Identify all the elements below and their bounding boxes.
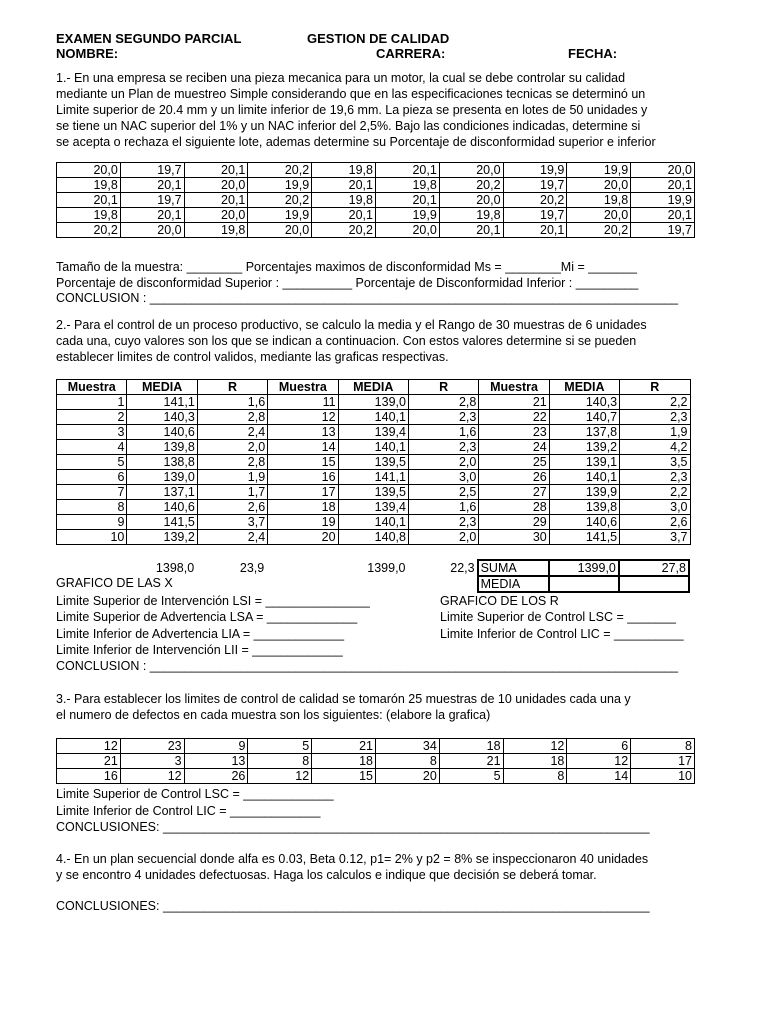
- table-cell: 20,2: [57, 223, 121, 238]
- exam-title: EXAMEN SEGUNDO PARCIAL: [56, 31, 242, 46]
- q2-sum-media-2: 1399,0: [367, 561, 406, 575]
- table-cell: 18: [439, 739, 503, 754]
- table-cell: 18: [503, 754, 567, 769]
- table-header-cell: Muestra: [57, 380, 127, 395]
- q3-statement: [56, 691, 631, 723]
- table-cell: 19,7: [120, 163, 184, 178]
- table-cell: 20: [375, 769, 439, 784]
- table-header-cell: R: [197, 380, 267, 395]
- table-row: [57, 470, 691, 485]
- table-cell: 20,0: [439, 193, 503, 208]
- table-row: [57, 440, 691, 455]
- table-cell: 23: [120, 739, 184, 754]
- table-cell: 20,1: [120, 178, 184, 193]
- table-cell: 8: [631, 739, 695, 754]
- table-cell: 140,6: [549, 515, 619, 530]
- date-label: FECHA:: [568, 46, 618, 61]
- table-cell: 20,0: [567, 208, 631, 223]
- table-header-cell: R: [408, 380, 478, 395]
- table-cell: 3,0: [620, 500, 690, 515]
- table-cell: 1,6: [408, 425, 478, 440]
- q2-x-chart-title: GRAFICO DE LAS X: [56, 576, 173, 590]
- table-cell: 4,2: [620, 440, 690, 455]
- table-cell: 20,1: [184, 163, 248, 178]
- table-cell: 1,7: [197, 485, 267, 500]
- table-cell: 10: [57, 530, 127, 545]
- table-cell: 2,4: [197, 530, 267, 545]
- table-cell: 140,1: [338, 440, 408, 455]
- table-cell: 19,8: [312, 163, 376, 178]
- table-cell: 19,8: [375, 178, 439, 193]
- table-cell: 19,7: [120, 193, 184, 208]
- q1-conclusion-line: CONCLUSION : ____________________________________________________________________________: [56, 291, 679, 305]
- q1-line: 1.- En una empresa se reciben una pieza mecanica para un motor, la cual se debe controlar su calidad: [56, 71, 626, 85]
- table-cell: 3,0: [408, 470, 478, 485]
- table-row: [57, 178, 695, 193]
- q2-r-chart-title: GRAFICO DE LOS R: [440, 594, 559, 608]
- table-cell: 2,8: [408, 395, 478, 410]
- table-cell: 20,0: [631, 163, 695, 178]
- table-cell: 20,1: [312, 208, 376, 223]
- table-cell: 2,0: [197, 440, 267, 455]
- q2-samples-table: [56, 379, 691, 545]
- q3-lsc-line: Limite Superior de Control LSC = _____________: [56, 787, 334, 801]
- table-row: [57, 163, 695, 178]
- table-cell: 5: [439, 769, 503, 784]
- table-cell: 21: [312, 739, 376, 754]
- table-cell: 12: [120, 769, 184, 784]
- table-cell: 15: [268, 455, 338, 470]
- table-cell: 137,1: [127, 485, 197, 500]
- q4-line: y se encontro 4 unidades defectuosas. Haga los calculos e indique que decisión se deberá tomar.: [56, 868, 597, 882]
- table-cell: 20,2: [503, 193, 567, 208]
- table-row: [57, 769, 695, 784]
- table-cell: 20,0: [120, 223, 184, 238]
- table-cell: 16: [57, 769, 121, 784]
- table-cell: 140,1: [338, 410, 408, 425]
- table-cell: 8: [248, 754, 312, 769]
- table-cell: 2: [57, 410, 127, 425]
- table-cell: 20,2: [439, 178, 503, 193]
- table-cell: 141,5: [127, 515, 197, 530]
- table-cell: 2,4: [197, 425, 267, 440]
- table-cell: 9: [184, 739, 248, 754]
- table-cell: 19,7: [503, 178, 567, 193]
- table-cell: 139,9: [549, 485, 619, 500]
- table-row: [57, 739, 695, 754]
- q2-sum-r-1: 23,9: [239, 561, 265, 575]
- q2-line: cada una, cuyo valores son los que se indican a continuacion. Con estos valores determine si se pueden: [56, 334, 637, 348]
- table-cell: 20,0: [184, 178, 248, 193]
- q3-line: 3.- Para establecer los limites de control de calidad se tomarón 25 muestras de 10 unidades cada una y: [56, 692, 631, 706]
- table-header-cell: Muestra: [268, 380, 338, 395]
- career-label: CARRERA:: [376, 46, 446, 61]
- q2-lsa-line: Limite Superior de Advertencia LSA = _____________: [56, 610, 358, 624]
- q2-sum-r-3: 27,8: [619, 560, 689, 576]
- table-cell: 140,6: [127, 500, 197, 515]
- table-cell: 19,9: [567, 163, 631, 178]
- table-cell: 19,8: [184, 223, 248, 238]
- table-cell: 1,6: [408, 500, 478, 515]
- table-row: [57, 455, 691, 470]
- name-label: NOMBRE:: [56, 46, 119, 61]
- table-cell: 20,1: [439, 223, 503, 238]
- q4-conclusion-line: CONCLUSIONES: ______________________________________________________________________: [56, 899, 650, 913]
- table-cell: 8: [503, 769, 567, 784]
- table-cell: 8: [57, 500, 127, 515]
- table-cell: 3: [120, 754, 184, 769]
- table-cell: 139,4: [338, 425, 408, 440]
- table-cell: 5: [248, 739, 312, 754]
- table-cell: 25: [479, 455, 549, 470]
- table-cell: 26: [184, 769, 248, 784]
- table-cell: 141,1: [127, 395, 197, 410]
- q2-lsi-line: Limite Superior de Intervención LSI = _______________: [56, 594, 370, 608]
- table-cell: 139,4: [338, 500, 408, 515]
- table-cell: 6: [57, 470, 127, 485]
- table-cell: 138,8: [127, 455, 197, 470]
- table-cell: 24: [479, 440, 549, 455]
- table-row: [57, 500, 691, 515]
- q1-disconformity-line: Porcentaje de disconformidad Superior : __________ Porcentaje de Disconformidad Inferior : _________: [56, 276, 639, 290]
- table-cell: 20,0: [184, 208, 248, 223]
- table-cell: 139,0: [127, 470, 197, 485]
- table-header-row: [57, 380, 691, 395]
- table-cell: 19: [268, 515, 338, 530]
- table-cell: 20,0: [248, 223, 312, 238]
- table-cell: 19,9: [631, 193, 695, 208]
- table-cell: 19,7: [631, 223, 695, 238]
- table-cell: 2,3: [408, 515, 478, 530]
- table-cell: 12: [57, 739, 121, 754]
- q2-lii-line: Limite Inferior de Intervención LII = _____________: [56, 643, 343, 657]
- table-cell: 141,1: [338, 470, 408, 485]
- table-cell: 2,6: [197, 500, 267, 515]
- table-cell: 20,2: [248, 163, 312, 178]
- table-cell: 20,0: [567, 178, 631, 193]
- table-cell: 139,8: [127, 440, 197, 455]
- table-cell: 26: [479, 470, 549, 485]
- q2-sum-media-3: 1399,0: [549, 560, 619, 576]
- table-cell: 28: [479, 500, 549, 515]
- table-cell: 140,3: [549, 395, 619, 410]
- table-cell: 12: [268, 410, 338, 425]
- table-cell: 6: [567, 739, 631, 754]
- q2-line: establecer limites de control validos, mediante las graficas respectivas.: [56, 350, 449, 364]
- table-cell: 19,8: [57, 208, 121, 223]
- table-cell: 137,8: [549, 425, 619, 440]
- table-cell: 7: [57, 485, 127, 500]
- table-cell: 20,1: [184, 193, 248, 208]
- table-row: [57, 395, 691, 410]
- table-cell: 139,5: [338, 455, 408, 470]
- q2-suma-label: SUMA: [478, 560, 549, 576]
- table-cell: 10: [631, 769, 695, 784]
- q2-lsc-line: Limite Superior de Control LSC = _______: [440, 610, 676, 624]
- table-cell: 2,3: [620, 470, 690, 485]
- table-cell: 20,1: [631, 208, 695, 223]
- table-cell: 18: [312, 754, 376, 769]
- table-cell: 3: [57, 425, 127, 440]
- table-cell: 20,1: [503, 223, 567, 238]
- q2-sum-media-1: 1398,0: [155, 561, 195, 575]
- table-cell: 3,5: [620, 455, 690, 470]
- table-cell: 139,5: [338, 485, 408, 500]
- table-cell: 15: [312, 769, 376, 784]
- table-header-cell: Muestra: [479, 380, 549, 395]
- table-cell: 29: [479, 515, 549, 530]
- table-cell: 19,8: [57, 178, 121, 193]
- table-cell: 3,7: [620, 530, 690, 545]
- table-cell: 140,1: [338, 515, 408, 530]
- table-cell: 20,1: [57, 193, 121, 208]
- table-cell: 139,2: [127, 530, 197, 545]
- table-cell: 2,3: [620, 410, 690, 425]
- q1-line: mediante un Plan de muestreo Simple considerando que en las especificaciones tecnicas se determinó un: [56, 87, 646, 101]
- table-cell: 19,9: [248, 208, 312, 223]
- table-cell: 2,2: [620, 485, 690, 500]
- table-cell: 20,1: [312, 178, 376, 193]
- table-cell: 11: [268, 395, 338, 410]
- table-cell: 20,2: [567, 223, 631, 238]
- table-cell: 2,3: [408, 440, 478, 455]
- table-cell: 20,1: [120, 208, 184, 223]
- table-row: [57, 208, 695, 223]
- table-cell: 20,1: [631, 178, 695, 193]
- q2-sum-r-2: 22,3: [450, 561, 475, 575]
- q1-line: se tiene un NAC superior del 1% y un NAC inferior del 2,5%. Bajo las condiciones indicadas, determine si: [56, 119, 641, 133]
- table-cell: 139,1: [549, 455, 619, 470]
- table-cell: 1,9: [197, 470, 267, 485]
- table-cell: 17: [631, 754, 695, 769]
- table-cell: 2,8: [197, 410, 267, 425]
- table-cell: 2,0: [408, 530, 478, 545]
- q2-r-mean-cell[interactable]: [619, 576, 689, 592]
- table-cell: 16: [268, 470, 338, 485]
- table-cell: 21: [479, 395, 549, 410]
- table-row: [57, 530, 691, 545]
- q2-media-label: MEDIA: [478, 576, 549, 592]
- table-cell: 19,8: [439, 208, 503, 223]
- table-cell: 20,1: [375, 193, 439, 208]
- table-cell: 13: [184, 754, 248, 769]
- table-cell: 8: [375, 754, 439, 769]
- table-cell: 20,0: [57, 163, 121, 178]
- q4-line: 4.- En un plan secuencial donde alfa es 0.03, Beta 0.12, p1= 2% y p2 = 8% se inspeccionaron 40 unidades: [56, 852, 649, 866]
- q1-line: Limite superior de 20.4 mm y un limite inferior de 19,6 mm. La pieza se presenta en lotes de 50 unidades y: [56, 103, 648, 117]
- table-cell: 30: [479, 530, 549, 545]
- table-cell: 140,3: [127, 410, 197, 425]
- table-cell: 14: [567, 769, 631, 784]
- table-cell: 5: [57, 455, 127, 470]
- table-cell: 19,7: [503, 208, 567, 223]
- table-cell: 13: [268, 425, 338, 440]
- table-cell: 17: [268, 485, 338, 500]
- table-cell: 34: [375, 739, 439, 754]
- table-cell: 14: [268, 440, 338, 455]
- table-cell: 3,7: [197, 515, 267, 530]
- table-cell: 2,8: [197, 455, 267, 470]
- table-row: [57, 425, 691, 440]
- table-cell: 12: [567, 754, 631, 769]
- table-header-cell: MEDIA: [549, 380, 619, 395]
- table-cell: 12: [248, 769, 312, 784]
- table-cell: 1,9: [620, 425, 690, 440]
- q1-statement: [56, 70, 656, 150]
- q2-line: 2.- Para el control de un proceso productivo, se calculo la media y el Rango de 30 muestras de 6 unidades: [56, 318, 647, 332]
- table-cell: 19,9: [503, 163, 567, 178]
- table-cell: 2,5: [408, 485, 478, 500]
- table-cell: 20,0: [375, 223, 439, 238]
- table-cell: 20: [268, 530, 338, 545]
- table-cell: 12: [503, 739, 567, 754]
- q3-line: el numero de defectos en cada muestra son los siguientes: (elabore la grafica): [56, 708, 491, 722]
- q1-sample-size-line: Tamaño de la muestra: ________ Porcentajes maximos de disconformidad Ms = ________Mi = _______: [56, 260, 637, 274]
- q2-lic-line: Limite Inferior de Control LIC = __________: [440, 627, 684, 641]
- table-cell: 140,7: [549, 410, 619, 425]
- table-cell: 22: [479, 410, 549, 425]
- table-row: [57, 410, 691, 425]
- q2-conclusion-line: CONCLUSION : ____________________________________________________________________________: [56, 659, 679, 673]
- table-cell: 19,9: [375, 208, 439, 223]
- table-cell: 21: [439, 754, 503, 769]
- table-cell: 20,0: [439, 163, 503, 178]
- table-row: [57, 485, 691, 500]
- q1-line: se acepta o rechaza el siguiente lote, ademas determine su Porcentaje de disconformidad superior e inferior: [56, 135, 656, 149]
- table-cell: 2,3: [408, 410, 478, 425]
- table-cell: 2,6: [620, 515, 690, 530]
- q2-lia-line: Limite Inferior de Advertencia LIA = _____________: [56, 627, 345, 641]
- table-row: [57, 754, 695, 769]
- table-row: [57, 515, 691, 530]
- q3-lic-line: Limite Inferior de Control LIC = _____________: [56, 804, 321, 818]
- table-cell: 140,8: [338, 530, 408, 545]
- table-cell: 4: [57, 440, 127, 455]
- table-row: [57, 193, 695, 208]
- table-cell: 139,8: [549, 500, 619, 515]
- q4-statement: [56, 851, 648, 883]
- table-cell: 2,0: [408, 455, 478, 470]
- table-cell: 2,2: [620, 395, 690, 410]
- q3-defects-table: [56, 738, 695, 784]
- table-cell: 140,1: [549, 470, 619, 485]
- q2-media-cell[interactable]: [549, 576, 619, 592]
- q1-measurements-table: [56, 162, 695, 238]
- table-cell: 9: [57, 515, 127, 530]
- table-header-cell: R: [620, 380, 690, 395]
- table-cell: 139,2: [549, 440, 619, 455]
- table-header-cell: MEDIA: [338, 380, 408, 395]
- table-header-cell: MEDIA: [127, 380, 197, 395]
- table-cell: 23: [479, 425, 549, 440]
- table-cell: 139,0: [338, 395, 408, 410]
- table-cell: 21: [57, 754, 121, 769]
- table-cell: 20,2: [248, 193, 312, 208]
- course-title: GESTION DE CALIDAD: [307, 31, 450, 46]
- table-cell: 19,9: [248, 178, 312, 193]
- q3-conclusion-line: CONCLUSIONES: ______________________________________________________________________: [56, 820, 650, 834]
- table-cell: 19,8: [312, 193, 376, 208]
- table-cell: 19,8: [567, 193, 631, 208]
- table-cell: 20,1: [375, 163, 439, 178]
- table-cell: 1,6: [197, 395, 267, 410]
- table-cell: 141,5: [549, 530, 619, 545]
- table-cell: 18: [268, 500, 338, 515]
- table-cell: 27: [479, 485, 549, 500]
- table-cell: 1: [57, 395, 127, 410]
- table-row: [57, 223, 695, 238]
- table-cell: 140,6: [127, 425, 197, 440]
- q2-statement: [56, 317, 647, 365]
- table-cell: 20,2: [312, 223, 376, 238]
